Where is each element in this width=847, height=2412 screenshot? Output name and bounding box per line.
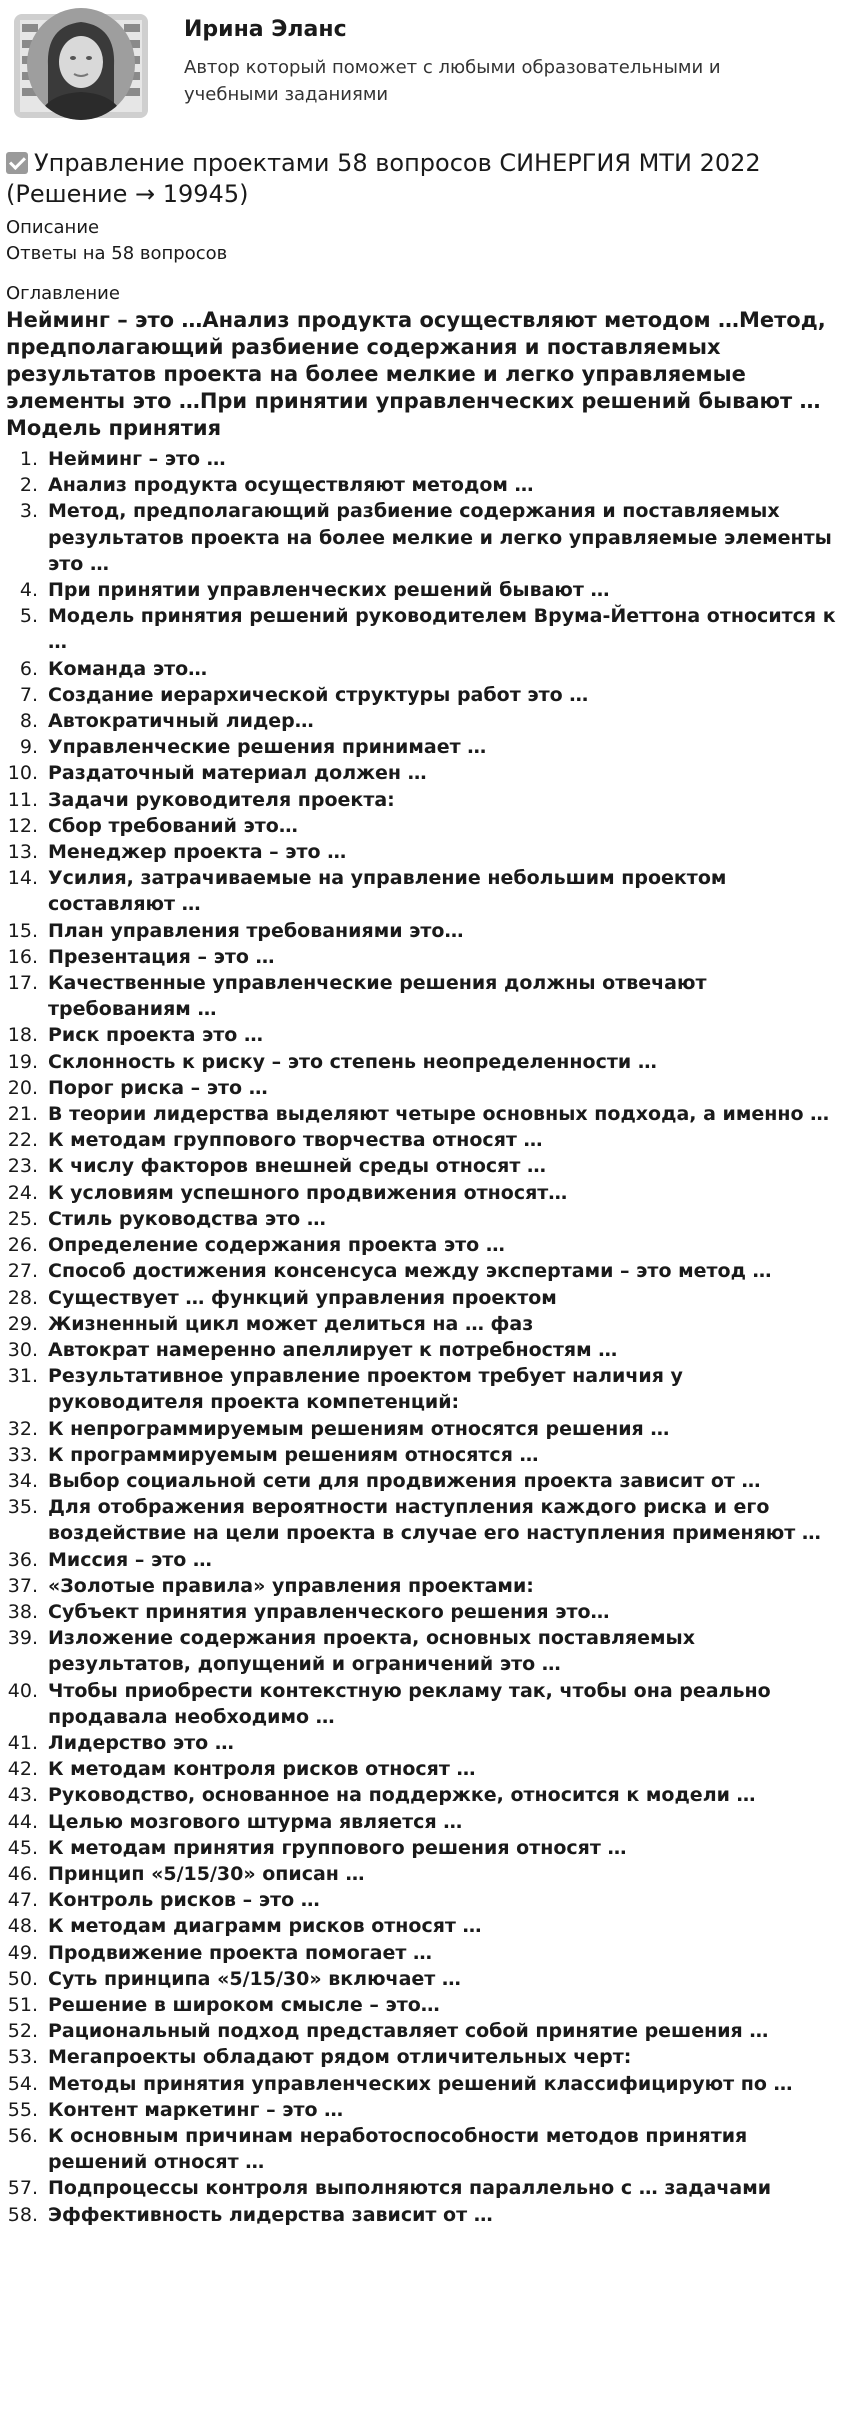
list-item (0, 1101, 847, 1127)
list-item (0, 1940, 847, 1966)
list-item-number: 48. (7, 1915, 38, 1938)
list-item-number: 30. (7, 1338, 38, 1361)
list-item-number: 55. (7, 2098, 38, 2121)
list-item (0, 918, 847, 944)
list-item (0, 760, 847, 786)
question-text: Эффективность лидерства зависит от … (48, 2203, 493, 2226)
list-item-number: 47. (7, 1889, 38, 1912)
list-item-number: 52. (7, 2020, 38, 2043)
question-text: Усилия, затрачиваемые на управление небольшим проектом составляют … (48, 867, 727, 916)
list-item (0, 1756, 847, 1782)
list-item-number: 9. (19, 736, 38, 759)
description-text: Ответы на 58 вопросов (6, 243, 228, 264)
list-item (0, 1835, 847, 1861)
question-text: Выбор социальной сети для продвижения проекта зависит от … (48, 1469, 761, 1492)
question-text: К основным причинам неработоспособности методов принятия решений относят … (48, 2125, 748, 2174)
question-text: К методам контроля рисков относят … (48, 1758, 476, 1781)
list-item-number: 18. (7, 1024, 38, 1047)
question-text: Сбор требований это… (48, 814, 298, 837)
list-item (0, 1363, 847, 1415)
list-item (0, 1678, 847, 1730)
list-item-number: 23. (7, 1155, 38, 1178)
list-item (0, 1153, 847, 1179)
question-text: Модель принятия решений руководителем Врума-Йеттона относится к … (48, 605, 836, 654)
list-item-number: 13. (7, 841, 38, 864)
list-item (0, 865, 847, 917)
list-item-number: 20. (7, 1076, 38, 1099)
list-item-number: 8. (19, 710, 38, 733)
question-text: Управленческие решения принимает … (48, 736, 487, 759)
question-text: К методам группового творчества относят … (48, 1129, 543, 1152)
list-item (0, 1180, 847, 1206)
list-item-number: 5. (19, 605, 38, 628)
list-item-number: 45. (7, 1836, 38, 1859)
list-item-number: 7. (19, 683, 38, 706)
author-card (6, 6, 841, 126)
list-item-number: 58. (7, 2203, 38, 2226)
list-item-number: 2. (19, 474, 38, 497)
list-item-number: 50. (7, 1967, 38, 1990)
question-text: Суть принципа «5/15/30» включает … (48, 1967, 461, 1990)
question-text: Презентация – это … (48, 945, 275, 968)
list-item-number: 4. (19, 579, 38, 602)
list-item-number: 10. (7, 762, 38, 785)
question-text: Задачи руководителя проекта: (48, 788, 395, 811)
list-item (0, 1022, 847, 1048)
list-item (0, 1887, 847, 1913)
list-item (0, 577, 847, 603)
question-text: При принятии управленческих решений бывают … (48, 579, 610, 602)
list-item (0, 1494, 847, 1546)
question-text: Жизненный цикл может делиться на … фаз (48, 1312, 534, 1335)
list-item (0, 1232, 847, 1258)
list-item (0, 1468, 847, 1494)
list-item (0, 1966, 847, 1992)
list-item (0, 2018, 847, 2044)
list-item (0, 1337, 847, 1363)
list-item (0, 1206, 847, 1232)
question-text: Лидерство это … (48, 1731, 234, 1754)
list-item (0, 1913, 847, 1939)
list-item-number: 39. (7, 1627, 38, 1650)
list-item-number: 32. (7, 1417, 38, 1440)
work-title-text: Управление проектами 58 вопросов СИНЕРГИЯ МТИ 2022 (Решение → 19945) (6, 149, 761, 208)
question-text: Команда это… (48, 657, 208, 680)
avatar[interactable] (6, 6, 156, 126)
list-item-number: 49. (7, 1941, 38, 1964)
list-item (0, 734, 847, 760)
list-item (0, 1416, 847, 1442)
question-text: Изложение содержания проекта, основных поставляемых результатов, допущений и ограничений это … (48, 1627, 695, 1676)
list-item-number: 54. (7, 2072, 38, 2095)
question-text: К программируемым решениям относятся … (48, 1443, 539, 1466)
list-item-number: 11. (7, 788, 38, 811)
list-item (0, 2123, 847, 2175)
question-text: Мегапроекты обладают рядом отличительных черт: (48, 2046, 632, 2069)
question-text: Создание иерархической структуры работ это … (48, 683, 589, 706)
list-item-number: 6. (19, 657, 38, 680)
toc-label: Оглавление (6, 283, 120, 304)
list-item (0, 1625, 847, 1677)
question-text: Стиль руководства это … (48, 1207, 326, 1230)
list-item (0, 1049, 847, 1075)
question-text: Существует … функций управления проектом (48, 1286, 557, 1309)
list-item-number: 57. (7, 2177, 38, 2200)
questions-list (0, 446, 847, 2228)
list-item-number: 14. (7, 867, 38, 890)
list-item-number: 35. (7, 1496, 38, 1519)
list-item-number: 53. (7, 2046, 38, 2069)
list-item-number: 37. (7, 1574, 38, 1597)
question-text: Раздаточный материал должен … (48, 762, 427, 785)
list-item (0, 498, 847, 577)
list-item (0, 1992, 847, 2018)
list-item-number: 40. (7, 1679, 38, 1702)
question-text: Рациональный подход представляет собой принятие решения … (48, 2020, 769, 2043)
question-text: План управления требованиями это… (48, 919, 464, 942)
question-text: Контроль рисков – это … (48, 1889, 320, 1912)
list-item-number: 29. (7, 1312, 38, 1335)
question-text: Подпроцессы контроля выполняются параллельно с … задачами (48, 2177, 772, 2200)
list-item (0, 1075, 847, 1101)
question-text: В теории лидерства выделяют четыре основных подхода, а именно … (48, 1103, 830, 1126)
question-text: Контент маркетинг – это … (48, 2098, 344, 2121)
question-text: «Золотые правила» управления проектами: (48, 1574, 534, 1597)
list-item-number: 26. (7, 1234, 38, 1257)
author-name[interactable]: Ирина Эланс (184, 17, 347, 42)
list-item-number: 24. (7, 1181, 38, 1204)
question-text: Менеджер проекта – это … (48, 841, 347, 864)
list-item-number: 34. (7, 1469, 38, 1492)
list-item-number: 27. (7, 1260, 38, 1283)
list-item-number: 36. (7, 1548, 38, 1571)
question-text: Качественные управленческие решения должны отвечают требованиям … (48, 972, 707, 1021)
list-item-number: 25. (7, 1207, 38, 1230)
list-item-number: 42. (7, 1758, 38, 1781)
list-item-number: 43. (7, 1784, 38, 1807)
list-item (0, 1573, 847, 1599)
question-text: К непрограммируемым решениям относятся решения … (48, 1417, 670, 1440)
list-item-number: 3. (19, 500, 38, 523)
question-text: Порог риска – это … (48, 1076, 268, 1099)
list-item-number: 56. (7, 2125, 38, 2147)
question-text: Определение содержания проекта это … (48, 1234, 505, 1257)
list-item-number: 44. (7, 1810, 38, 1833)
question-text: Методы принятия управленческих решений классифицируют по … (48, 2072, 793, 2095)
list-item-number: 12. (7, 814, 38, 837)
question-text: Анализ продукта осуществляют методом … (48, 474, 534, 497)
list-item (0, 1258, 847, 1284)
list-item-number: 46. (7, 1862, 38, 1885)
list-item (0, 2044, 847, 2070)
question-text: Руководство, основанное на поддержке, относится к модели … (48, 1784, 756, 1807)
question-text: Принцип «5/15/30» описан … (48, 1862, 365, 1885)
question-text: Автократичный лидер… (48, 710, 314, 733)
list-item (0, 813, 847, 839)
author-description: Автор который поможет с любыми образовательными и учебными заданиями (184, 57, 721, 105)
list-item-number: 22. (7, 1129, 38, 1152)
list-item (0, 446, 847, 472)
list-item (0, 2097, 847, 2123)
list-item-number: 28. (7, 1286, 38, 1309)
list-item-number: 41. (7, 1731, 38, 1754)
question-text: Миссия – это … (48, 1548, 212, 1571)
list-item-number: 16. (7, 945, 38, 968)
list-item-number: 51. (7, 1993, 38, 2016)
list-item-number: 1. (19, 448, 38, 470)
question-text: Продвижение проекта помогает … (48, 1941, 433, 1964)
question-text: Нейминг – это … (48, 448, 226, 470)
list-item (0, 1285, 847, 1311)
list-item (0, 1547, 847, 1573)
question-text: Целью мозгового штурма является … (48, 1810, 463, 1833)
question-text: Риск проекта это … (48, 1024, 263, 1047)
user-photo-avatar-icon (6, 6, 156, 126)
list-item (0, 2202, 847, 2228)
question-text: Метод, предполагающий разбиение содержания и поставляемых результатов проекта на более мелкие и легко управляемые элементы это … (48, 500, 832, 575)
question-text: К методам диаграмм рисков относят … (48, 1915, 482, 1938)
question-text: Решение в широком смысле – это… (48, 1993, 440, 2016)
question-text: Способ достижения консенсуса между экспертами – это метод … (48, 1260, 772, 1283)
list-item (0, 682, 847, 708)
list-item-number: 17. (7, 972, 38, 995)
question-text: Склонность к риску – это степень неопределенности … (48, 1050, 657, 1073)
check-box-icon (6, 152, 28, 174)
list-item (0, 2175, 847, 2201)
list-item (0, 472, 847, 498)
list-item (0, 1730, 847, 1756)
list-item (0, 1861, 847, 1887)
list-item (0, 1809, 847, 1835)
list-item (0, 839, 847, 865)
question-text: Для отображения вероятности наступления каждого риска и его воздействие на цели проекта в случае его наступления применяют … (48, 1496, 821, 1545)
list-item (0, 787, 847, 813)
list-item (0, 1127, 847, 1153)
list-item (0, 1782, 847, 1808)
list-item (0, 1442, 847, 1468)
list-item (0, 656, 847, 682)
list-item-number: 31. (7, 1365, 38, 1388)
question-text: К условиям успешного продвижения относят… (48, 1181, 568, 1204)
list-item (0, 970, 847, 1022)
list-item-number: 15. (7, 919, 38, 942)
list-item-number: 19. (7, 1050, 38, 1073)
list-item (0, 708, 847, 734)
work-title (6, 148, 826, 210)
list-item (0, 1599, 847, 1625)
question-text: Субъект принятия управленческого решения это… (48, 1600, 610, 1623)
list-item (0, 1311, 847, 1337)
question-text: Автократ намеренно апеллирует к потребностям … (48, 1338, 618, 1361)
question-text: К методам принятия группового решения относят … (48, 1836, 627, 1859)
list-item (0, 944, 847, 970)
toc-summary: Нейминг – это …Анализ продукта осуществляют методом …Метод, предполагающий разбиение содержания и поставляемых результатов проекта на более мелкие и легко управляемые элементы это …При принятии управленческих решений бывают …Модель принятия (6, 308, 826, 440)
question-text: Результативное управление проектом требует наличия у руководителя проекта компетенций: (48, 1365, 683, 1414)
list-item-number: 33. (7, 1443, 38, 1466)
list-item-number: 38. (7, 1600, 38, 1623)
list-item (0, 603, 847, 655)
list-item-number: 21. (7, 1103, 38, 1126)
question-text: Чтобы приобрести контекстную рекламу так, чтобы она реально продавала необходимо … (48, 1679, 771, 1728)
description-label: Описание (6, 217, 100, 238)
list-item (0, 2071, 847, 2097)
question-text: К числу факторов внешней среды относят … (48, 1155, 546, 1178)
